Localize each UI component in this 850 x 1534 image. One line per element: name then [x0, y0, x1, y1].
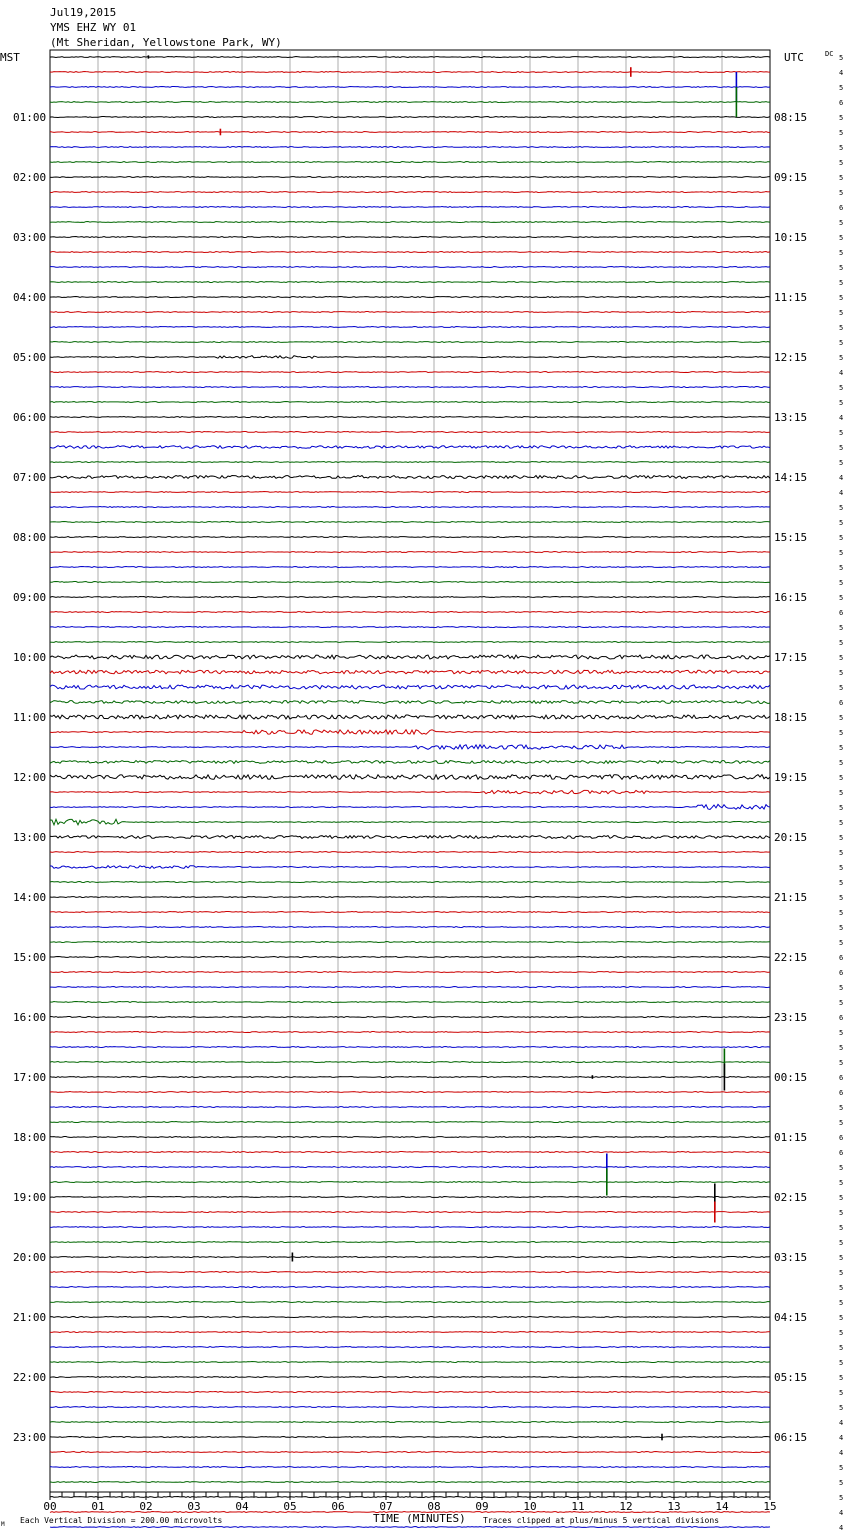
trace-row: [50, 1152, 770, 1153]
dc-offset: 5: [839, 249, 844, 257]
dc-offset: 5: [839, 714, 844, 722]
dc-offset: 5: [839, 1479, 844, 1487]
dc-offset: 5: [839, 759, 844, 767]
footer-scale-note: Each Vertical Division = 200.00 microvolts: [20, 1516, 223, 1525]
dc-offset: 5: [839, 669, 844, 677]
right-hour-label: 23:15: [774, 1011, 808, 1024]
trace-row: [50, 927, 770, 928]
label-group: [13, 54, 843, 1534]
header-location: (Mt Sheridan, Yellowstone Park, WY): [50, 36, 282, 49]
right-hour-label: 13:15: [774, 411, 808, 424]
trace-row: [50, 1377, 770, 1378]
trace-row: [50, 1182, 770, 1183]
dc-offset: 5: [839, 54, 844, 62]
dc-offset: 4: [839, 369, 844, 377]
trace-row: [50, 642, 770, 643]
left-hour-label: 20:00: [13, 1251, 47, 1264]
dc-offset: 5: [839, 1329, 844, 1337]
dc-offset: 5: [839, 519, 844, 527]
trace-row: [50, 1017, 770, 1018]
trace-row: [50, 1167, 770, 1168]
dc-offset: 5: [839, 264, 844, 272]
dc-offset: 5: [839, 1029, 844, 1037]
right-hour-label: 17:15: [774, 651, 808, 664]
trace-row: [50, 267, 770, 268]
trace-row: [50, 1257, 770, 1258]
left-hour-label: 14:00: [13, 891, 47, 904]
trace-row: [50, 1227, 770, 1228]
dc-offset: 5: [839, 984, 844, 992]
dc-offset: 5: [839, 1209, 844, 1217]
trace-row: [50, 1527, 770, 1528]
left-hour-label: 06:00: [13, 411, 47, 424]
dc-offset: 5: [839, 729, 844, 737]
dc-offset: 5: [839, 924, 844, 932]
dc-offset: 6: [839, 1074, 844, 1082]
trace-row: [50, 897, 770, 898]
trace-row: [50, 327, 770, 328]
trace-row: [50, 685, 770, 689]
dc-offset: 5: [839, 654, 844, 662]
trace-row: [50, 804, 770, 809]
trace-row: [50, 836, 770, 839]
trace-row: [50, 701, 770, 704]
trace-row: [50, 1047, 770, 1048]
trace-row: [50, 745, 770, 750]
trace-row: [50, 1422, 770, 1423]
dc-offset: 5: [839, 789, 844, 797]
dc-offset: 6: [839, 1089, 844, 1097]
dc-offset: 5: [839, 444, 844, 452]
trace-row: [50, 730, 770, 735]
trace-row: [50, 507, 770, 508]
left-hour-label: 13:00: [13, 831, 47, 844]
trace-row: [50, 102, 770, 103]
trace-row: [50, 342, 770, 343]
dc-offset: 5: [839, 1314, 844, 1322]
trace-row: [50, 1137, 770, 1138]
dc-offset: 5: [839, 1179, 844, 1187]
trace-row: [50, 57, 770, 58]
dc-offset: 5: [839, 219, 844, 227]
left-hour-label: 12:00: [13, 771, 47, 784]
dc-offset: 4: [839, 489, 844, 497]
trace-row: [50, 761, 770, 764]
left-hour-label: 22:00: [13, 1371, 47, 1384]
trace-row: [50, 1122, 770, 1123]
dc-offset: 5: [839, 579, 844, 587]
dc-offset: 5: [839, 1284, 844, 1292]
dc-label: DC: [825, 50, 834, 58]
trace-row: [50, 372, 770, 373]
trace-row: [50, 147, 770, 148]
dc-offset: 6: [839, 954, 844, 962]
dc-offset: 5: [839, 1104, 844, 1112]
trace-row: [50, 1197, 770, 1198]
right-hour-label: 22:15: [774, 951, 808, 964]
left-axis-title: MST: [0, 51, 20, 64]
dc-offset: 5: [839, 1044, 844, 1052]
x-tick-label: 03: [187, 1500, 201, 1513]
dc-offset: 5: [839, 174, 844, 182]
dc-offset: 5: [839, 189, 844, 197]
dc-offset: 5: [839, 159, 844, 167]
trace-row: [50, 117, 770, 118]
x-tick-label: 09: [475, 1500, 489, 1513]
x-tick-label: 14: [715, 1500, 729, 1513]
trace-row: [50, 972, 770, 973]
trace-row: [50, 597, 770, 598]
x-tick-label: 07: [379, 1500, 393, 1513]
dc-offset: 6: [839, 969, 844, 977]
trace-row: [50, 775, 770, 780]
x-axis-title: TIME (MINUTES): [373, 1512, 466, 1525]
dc-offset: 5: [839, 429, 844, 437]
dc-offset: 4: [839, 1449, 844, 1457]
trace-row: [50, 132, 770, 133]
dc-offset: 4: [839, 1509, 844, 1517]
dc-offset: 5: [839, 879, 844, 887]
right-axis-title: UTC: [784, 51, 804, 64]
dc-offset: 5: [839, 1239, 844, 1247]
trace-row: [50, 1452, 770, 1453]
right-hour-label: 18:15: [774, 711, 808, 724]
trace-row: [50, 790, 770, 793]
trace-row: [50, 207, 770, 208]
dc-offset: 5: [839, 564, 844, 572]
right-hour-label: 00:15: [774, 1071, 808, 1084]
dc-offset: 5: [839, 774, 844, 782]
dc-offset: 5: [839, 1344, 844, 1352]
left-hour-label: 11:00: [13, 711, 47, 724]
x-tick-label: 05: [283, 1500, 297, 1513]
dc-offset: 4: [839, 1419, 844, 1427]
trace-row: [50, 432, 770, 433]
left-hour-label: 02:00: [13, 171, 47, 184]
left-hour-label: 23:00: [13, 1431, 47, 1444]
trace-row: [50, 177, 770, 178]
x-tick-label: 15: [763, 1500, 777, 1513]
trace-row: [50, 446, 770, 449]
footer-left-mark: M: [1, 1521, 5, 1528]
dc-offset: 5: [839, 324, 844, 332]
dc-offset: 4: [839, 414, 844, 422]
right-hour-label: 08:15: [774, 111, 808, 124]
trace-row: [50, 882, 770, 883]
header-date: Jul19,2015: [50, 6, 117, 19]
right-hour-label: 16:15: [774, 591, 808, 604]
dc-offset: 5: [839, 279, 844, 287]
x-tick-label: 00: [43, 1500, 57, 1513]
trace-group: [50, 57, 770, 1534]
trace-row: [50, 252, 770, 253]
dc-offset: 5: [839, 834, 844, 842]
x-tick-label: 08: [427, 1500, 441, 1513]
trace-row: [50, 537, 770, 538]
dc-offset: 6: [839, 699, 844, 707]
trace-row: [50, 192, 770, 193]
dc-offset: 5: [839, 1164, 844, 1172]
trace-row: [50, 1332, 770, 1333]
dc-offset: 5: [839, 1404, 844, 1412]
right-hour-label: 06:15: [774, 1431, 808, 1444]
trace-row: [50, 866, 770, 869]
dc-offset: 5: [839, 129, 844, 137]
trace-row: [50, 715, 770, 719]
dc-offset: 5: [839, 684, 844, 692]
trace-row: [50, 72, 770, 73]
x-axis: [43, 1492, 776, 1513]
left-hour-label: 15:00: [13, 951, 47, 964]
trace-row: [50, 462, 770, 463]
trace-row: [50, 567, 770, 568]
dc-offset: 5: [839, 459, 844, 467]
trace-row: [50, 670, 770, 673]
right-hour-label: 09:15: [774, 171, 808, 184]
dc-offset: 5: [839, 534, 844, 542]
trace-row: [50, 1092, 770, 1093]
trace-row: [50, 1077, 770, 1078]
dc-offset: 5: [839, 594, 844, 602]
left-hour-label: 04:00: [13, 291, 47, 304]
left-hour-label: 17:00: [13, 1071, 47, 1084]
dc-offset: 6: [839, 1149, 844, 1157]
left-hour-label: 08:00: [13, 531, 47, 544]
trace-row: [50, 1287, 770, 1288]
dc-offset: 6: [839, 1134, 844, 1142]
trace-row: [50, 1482, 770, 1483]
trace-row: [50, 1032, 770, 1033]
dc-offset: 6: [839, 609, 844, 617]
left-hour-label: 07:00: [13, 471, 47, 484]
trace-row: [50, 852, 770, 853]
footer-clip-note: Traces clipped at plus/minus 5 vertical divisions: [483, 1516, 720, 1525]
dc-offset: 5: [839, 849, 844, 857]
left-hour-label: 01:00: [13, 111, 47, 124]
dc-offset: 6: [839, 204, 844, 212]
trace-row: [50, 1302, 770, 1303]
right-hour-label: 21:15: [774, 891, 808, 904]
trace-row: [50, 387, 770, 388]
dc-offset: 5: [839, 84, 844, 92]
right-hour-label: 03:15: [774, 1251, 808, 1264]
trace-row: [50, 1317, 770, 1318]
trace-row: [50, 1362, 770, 1363]
dc-offset: 5: [839, 114, 844, 122]
trace-row: [50, 1347, 770, 1348]
dc-offset: 5: [839, 339, 844, 347]
left-hour-label: 18:00: [13, 1131, 47, 1144]
trace-row: [50, 297, 770, 298]
x-tick-label: 11: [571, 1500, 585, 1513]
dc-offset: 6: [839, 1014, 844, 1022]
x-tick-label: 04: [235, 1500, 249, 1513]
trace-row: [50, 1392, 770, 1393]
dc-offset: 5: [839, 894, 844, 902]
event-group: [148, 55, 736, 1440]
dc-offset: 5: [839, 1299, 844, 1307]
dc-offset: 5: [839, 1359, 844, 1367]
trace-row: [50, 819, 770, 825]
x-tick-label: 06: [331, 1500, 345, 1513]
x-tick-label: 01: [91, 1500, 105, 1513]
dc-offset: 5: [839, 1224, 844, 1232]
trace-row: [50, 222, 770, 223]
dc-offset: 5: [839, 1269, 844, 1277]
dc-offset: 5: [839, 864, 844, 872]
trace-row: [50, 1002, 770, 1003]
trace-row: [50, 627, 770, 628]
dc-offset: 5: [839, 624, 844, 632]
trace-row: [50, 552, 770, 553]
dc-offset: 5: [839, 549, 844, 557]
dc-offset: 4: [839, 474, 844, 482]
left-hour-label: 10:00: [13, 651, 47, 664]
dc-offset: 5: [839, 1389, 844, 1397]
trace-row: [50, 87, 770, 88]
dc-offset: 5: [839, 744, 844, 752]
right-hour-label: 04:15: [774, 1311, 808, 1324]
dc-offset: 5: [839, 234, 844, 242]
trace-row: [50, 1242, 770, 1243]
dc-offset: 4: [839, 1524, 844, 1532]
right-hour-label: 15:15: [774, 531, 808, 544]
right-hour-label: 20:15: [774, 831, 808, 844]
right-hour-label: 10:15: [774, 231, 808, 244]
trace-row: [50, 522, 770, 523]
trace-row: [50, 356, 770, 359]
trace-row: [50, 402, 770, 403]
right-hour-label: 11:15: [774, 291, 808, 304]
left-hour-label: 03:00: [13, 231, 47, 244]
trace-row: [50, 942, 770, 943]
trace-row: [50, 237, 770, 238]
x-tick-label: 13: [667, 1500, 681, 1513]
dc-offset: 5: [839, 144, 844, 152]
right-hour-label: 05:15: [774, 1371, 808, 1384]
left-hour-label: 09:00: [13, 591, 47, 604]
dc-offset: 4: [839, 69, 844, 77]
trace-row: [50, 1467, 770, 1468]
trace-row: [50, 582, 770, 583]
right-hour-label: 14:15: [774, 471, 808, 484]
dc-offset: 5: [839, 1464, 844, 1472]
right-hour-label: 19:15: [774, 771, 808, 784]
x-tick-label: 12: [619, 1500, 633, 1513]
left-hour-label: 16:00: [13, 1011, 47, 1024]
dc-offset: 5: [839, 639, 844, 647]
trace-row: [50, 987, 770, 988]
dc-offset: 5: [839, 294, 844, 302]
dc-offset: 5: [839, 909, 844, 917]
trace-row: [50, 492, 770, 493]
trace-row: [50, 957, 770, 958]
dc-offset: 5: [839, 1374, 844, 1382]
trace-row: [50, 655, 770, 659]
dc-offset: 5: [839, 1194, 844, 1202]
trace-row: [50, 612, 770, 613]
trace-row: [50, 282, 770, 283]
right-hour-label: 12:15: [774, 351, 808, 364]
dc-offset: 4: [839, 1434, 844, 1442]
dc-offset: 5: [839, 354, 844, 362]
trace-row: [50, 417, 770, 418]
trace-row: [50, 1407, 770, 1408]
dc-offset: 5: [839, 504, 844, 512]
trace-row: [50, 1272, 770, 1273]
dc-offset: 6: [839, 99, 844, 107]
dc-offset: 5: [839, 1254, 844, 1262]
dc-offset: 5: [839, 1119, 844, 1127]
left-hour-label: 21:00: [13, 1311, 47, 1324]
trace-row: [50, 162, 770, 163]
dc-offset: 5: [839, 999, 844, 1007]
trace-row: [50, 1212, 770, 1213]
left-hour-label: 19:00: [13, 1191, 47, 1204]
dc-offset: 5: [839, 819, 844, 827]
dc-offset: 5: [839, 399, 844, 407]
dc-offset: 5: [839, 939, 844, 947]
right-hour-label: 01:15: [774, 1131, 808, 1144]
trace-row: [50, 912, 770, 913]
trace-row: [50, 1062, 770, 1063]
dc-offset: 5: [839, 309, 844, 317]
trace-row: [50, 476, 770, 479]
trace-row: [50, 1107, 770, 1108]
left-hour-label: 05:00: [13, 351, 47, 364]
dc-offset: 5: [839, 804, 844, 812]
dc-offset: 5: [839, 1059, 844, 1067]
x-tick-label: 10: [523, 1500, 537, 1513]
header-station: YMS EHZ WY 01: [50, 21, 137, 34]
trace-row: [50, 312, 770, 313]
x-tick-label: 02: [139, 1500, 153, 1513]
dc-offset: 5: [839, 384, 844, 392]
right-hour-label: 02:15: [774, 1191, 808, 1204]
dc-offset: 5: [839, 1494, 844, 1502]
